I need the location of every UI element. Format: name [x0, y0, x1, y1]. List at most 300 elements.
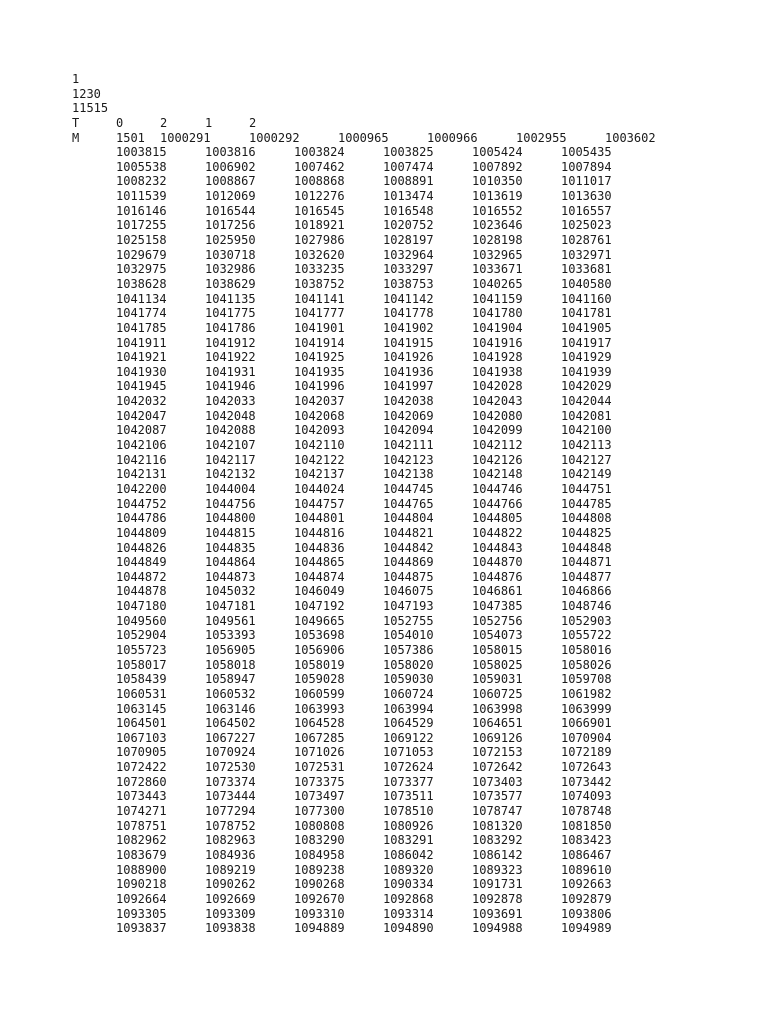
table-row — [72, 863, 712, 878]
table-cell: 1083291 — [383, 833, 434, 848]
table-cell: 1058026 — [561, 657, 612, 672]
table-row — [72, 687, 712, 702]
table-cell: 1045032 — [205, 584, 256, 599]
table-cell: 1047192 — [294, 599, 345, 614]
table-cell: 1042069 — [383, 408, 434, 423]
table-cell: 1082962 — [116, 833, 167, 848]
table-cell: 1072624 — [383, 760, 434, 775]
table-cell: 1072153 — [472, 745, 523, 760]
table-cell: 1089219 — [205, 862, 256, 877]
table-cell: 1090334 — [383, 877, 434, 892]
table-cell: 1044004 — [205, 481, 256, 496]
table-cell: 1059708 — [561, 672, 612, 687]
table-row — [72, 570, 712, 585]
table-cell: 1093309 — [205, 906, 256, 921]
table-cell: 1041159 — [472, 291, 523, 306]
table-cell: 1084936 — [205, 847, 256, 862]
table-row — [72, 599, 712, 614]
table-cell: 1016544 — [205, 203, 256, 218]
table-cell: 1093314 — [383, 906, 434, 921]
table-cell: 1003825 — [383, 145, 434, 160]
table-cell: 1044849 — [116, 555, 167, 570]
table-cell: 1063146 — [205, 701, 256, 716]
table-row — [72, 731, 712, 746]
table-cell: 1044821 — [383, 525, 434, 540]
table-row — [72, 174, 712, 189]
table-cell: 1016548 — [383, 203, 434, 218]
table-cell: 1092669 — [205, 891, 256, 906]
table-cell: 1041902 — [383, 320, 434, 335]
table-cell: 1025158 — [116, 233, 167, 248]
table-cell: 1067103 — [116, 730, 167, 745]
table-cell: 1041931 — [205, 364, 256, 379]
table-row — [72, 511, 712, 526]
header-line-3: 11515 — [72, 101, 109, 116]
table-cell: 1073444 — [205, 789, 256, 804]
table-cell: 1008891 — [383, 174, 434, 189]
table-cell: 1011017 — [561, 174, 612, 189]
table-cell: 1057386 — [383, 642, 434, 657]
table-cell: 1086467 — [561, 847, 612, 862]
table-cell: 1017256 — [205, 218, 256, 233]
table-cell: 1089238 — [294, 862, 345, 877]
table-cell: 1047193 — [383, 599, 434, 614]
table-cell: 1042094 — [383, 423, 434, 438]
table-cell: 1041774 — [116, 306, 167, 321]
table-cell: 1041926 — [383, 350, 434, 365]
table-cell: 1003824 — [294, 145, 345, 160]
table-cell: 1041914 — [294, 335, 345, 350]
m-row-value: 1501 — [116, 130, 145, 145]
table-cell: 1049560 — [116, 613, 167, 628]
table-cell: 1044765 — [383, 496, 434, 511]
table-cell: 1058025 — [472, 657, 523, 672]
table-row — [72, 409, 712, 424]
document-page — [72, 72, 712, 936]
table-cell: 1044843 — [472, 540, 523, 555]
table-cell: 1044876 — [472, 569, 523, 584]
table-row — [72, 306, 712, 321]
table-cell: 1078752 — [205, 818, 256, 833]
table-cell: 1063998 — [472, 701, 523, 716]
table-row — [72, 877, 712, 892]
table-row — [72, 760, 712, 775]
table-row — [72, 848, 712, 863]
t-row-value: 0 — [116, 115, 124, 130]
table-cell: 1094989 — [561, 921, 612, 936]
table-cell: 1063999 — [561, 701, 612, 716]
table-row — [72, 350, 712, 365]
table-cell: 1082963 — [205, 833, 256, 848]
table-cell: 1011539 — [116, 189, 167, 204]
table-cell: 1041916 — [472, 335, 523, 350]
table-cell: 1042028 — [472, 379, 523, 394]
table-cell: 1044835 — [205, 540, 256, 555]
table-cell: 1072531 — [294, 760, 345, 775]
table-row — [72, 189, 712, 204]
table-cell: 1083290 — [294, 833, 345, 848]
table-cell: 1052756 — [472, 613, 523, 628]
table-cell: 1060724 — [383, 686, 434, 701]
table-cell: 1059030 — [383, 672, 434, 687]
table-cell: 1094889 — [294, 921, 345, 936]
table-cell: 1073497 — [294, 789, 345, 804]
table-cell: 1083679 — [116, 847, 167, 862]
table-row — [72, 921, 712, 936]
table-cell: 1041938 — [472, 364, 523, 379]
table-cell: 1059028 — [294, 672, 345, 687]
table-cell: 1016545 — [294, 203, 345, 218]
table-cell: 1077300 — [294, 804, 345, 819]
table-cell: 1041936 — [383, 364, 434, 379]
table-cell: 1013474 — [383, 189, 434, 204]
table-cell: 1042100 — [561, 423, 612, 438]
m-row-value: 1000966 — [427, 130, 478, 145]
table-cell: 1044786 — [116, 511, 167, 526]
table-cell: 1017255 — [116, 218, 167, 233]
table-cell: 1041780 — [472, 306, 523, 321]
table-row — [72, 467, 712, 482]
table-cell: 1072189 — [561, 745, 612, 760]
table-cell: 1038752 — [294, 276, 345, 291]
table-cell: 1041922 — [205, 350, 256, 365]
table-cell: 1044864 — [205, 555, 256, 570]
table-cell: 1042081 — [561, 408, 612, 423]
table-cell: 1042123 — [383, 452, 434, 467]
table-cell: 1008232 — [116, 174, 167, 189]
table-row — [72, 789, 712, 804]
table-cell: 1044865 — [294, 555, 345, 570]
table-row — [72, 658, 712, 673]
table-row — [72, 819, 712, 834]
table-cell: 1044836 — [294, 540, 345, 555]
table-cell: 1072642 — [472, 760, 523, 775]
table-cell: 1064501 — [116, 716, 167, 731]
table-cell: 1041785 — [116, 320, 167, 335]
table-cell: 1042099 — [472, 423, 523, 438]
table-row — [72, 541, 712, 556]
table-cell: 1018921 — [294, 218, 345, 233]
table-cell: 1074093 — [561, 789, 612, 804]
table-cell: 1007892 — [472, 159, 523, 174]
table-cell: 1058017 — [116, 657, 167, 672]
m-row-value: 1003602 — [605, 130, 656, 145]
table-cell: 1067227 — [205, 730, 256, 745]
table-cell: 1080808 — [294, 818, 345, 833]
table-cell: 1072860 — [116, 774, 167, 789]
table-cell: 1093837 — [116, 921, 167, 936]
table-cell: 1042037 — [294, 394, 345, 409]
table-cell: 1093838 — [205, 921, 256, 936]
table-cell: 1063145 — [116, 701, 167, 716]
table-cell: 1064528 — [294, 716, 345, 731]
table-cell: 1042112 — [472, 438, 523, 453]
table-cell: 1044875 — [383, 569, 434, 584]
table-cell: 1060532 — [205, 686, 256, 701]
table-cell: 1092663 — [561, 877, 612, 892]
table-cell: 1044804 — [383, 511, 434, 526]
table-cell: 1044800 — [205, 511, 256, 526]
table-cell: 1044808 — [561, 511, 612, 526]
table-cell: 1044878 — [116, 584, 167, 599]
table-cell: 1073375 — [294, 774, 345, 789]
table-cell: 1041929 — [561, 350, 612, 365]
table-cell: 1078510 — [383, 804, 434, 819]
table-cell: 1042138 — [383, 467, 434, 482]
table-cell: 1042149 — [561, 467, 612, 482]
table-cell: 1056906 — [294, 642, 345, 657]
table-cell: 1044872 — [116, 569, 167, 584]
table-cell: 1030718 — [205, 247, 256, 262]
table-cell: 1080926 — [383, 818, 434, 833]
table-cell: 1058947 — [205, 672, 256, 687]
table-row — [72, 423, 712, 438]
table-cell: 1042044 — [561, 394, 612, 409]
table-cell: 1016146 — [116, 203, 167, 218]
table-row — [72, 482, 712, 497]
table-cell: 1053393 — [205, 628, 256, 643]
table-cell: 1042126 — [472, 452, 523, 467]
table-cell: 1041911 — [116, 335, 167, 350]
table-cell: 1072422 — [116, 760, 167, 775]
table-cell: 1044873 — [205, 569, 256, 584]
table-cell: 1016552 — [472, 203, 523, 218]
table-cell: 1086042 — [383, 847, 434, 862]
table-cell: 1013619 — [472, 189, 523, 204]
table-cell: 1093305 — [116, 906, 167, 921]
table-cell: 1012276 — [294, 189, 345, 204]
table-cell: 1052755 — [383, 613, 434, 628]
table-cell: 1044766 — [472, 496, 523, 511]
table-row — [72, 745, 712, 760]
table-cell: 1073442 — [561, 774, 612, 789]
table-cell: 1077294 — [205, 804, 256, 819]
table-cell: 1028197 — [383, 233, 434, 248]
table-cell: 1073577 — [472, 789, 523, 804]
table-row — [72, 218, 712, 233]
table-cell: 1046075 — [383, 584, 434, 599]
table-row — [72, 394, 712, 409]
table-cell: 1086142 — [472, 847, 523, 862]
table-cell: 1090262 — [205, 877, 256, 892]
table-cell: 1041775 — [205, 306, 256, 321]
table-cell: 1071053 — [383, 745, 434, 760]
table-cell: 1089610 — [561, 862, 612, 877]
table-cell: 1028198 — [472, 233, 523, 248]
table-cell: 1094890 — [383, 921, 434, 936]
table-cell: 1033671 — [472, 262, 523, 277]
table-cell: 1041901 — [294, 320, 345, 335]
table-cell: 1044751 — [561, 481, 612, 496]
t-row — [72, 116, 712, 131]
table-cell: 1025023 — [561, 218, 612, 233]
table-cell: 1042117 — [205, 452, 256, 467]
table-cell: 1038629 — [205, 276, 256, 291]
table-row — [72, 204, 712, 219]
table-cell: 1041996 — [294, 379, 345, 394]
table-cell: 1067285 — [294, 730, 345, 745]
table-cell: 1058015 — [472, 642, 523, 657]
table-cell: 1064529 — [383, 716, 434, 731]
table-cell: 1064651 — [472, 716, 523, 731]
table-cell: 1073374 — [205, 774, 256, 789]
table-row — [72, 262, 712, 277]
table-cell: 1078751 — [116, 818, 167, 833]
table-cell: 1041939 — [561, 364, 612, 379]
table-row — [72, 892, 712, 907]
table-cell: 1044842 — [383, 540, 434, 555]
table-cell: 1073443 — [116, 789, 167, 804]
table-cell: 1046049 — [294, 584, 345, 599]
table-cell: 1092664 — [116, 891, 167, 906]
table-cell: 1042200 — [116, 481, 167, 496]
table-cell: 1044869 — [383, 555, 434, 570]
id-list — [72, 145, 712, 936]
table-cell: 1055722 — [561, 628, 612, 643]
table-cell: 1044815 — [205, 525, 256, 540]
table-row — [72, 775, 712, 790]
table-row — [72, 365, 712, 380]
table-cell: 1041142 — [383, 291, 434, 306]
header-line-1: 1 — [72, 72, 80, 86]
t-row-label: T — [72, 115, 80, 130]
table-cell: 1089320 — [383, 862, 434, 877]
table-cell: 1073511 — [383, 789, 434, 804]
table-cell: 1042127 — [561, 452, 612, 467]
table-cell: 1092670 — [294, 891, 345, 906]
table-cell: 1058016 — [561, 642, 612, 657]
table-cell: 1061982 — [561, 686, 612, 701]
table-row — [72, 248, 712, 263]
table-cell: 1058439 — [116, 672, 167, 687]
table-cell: 1042088 — [205, 423, 256, 438]
table-cell: 1013630 — [561, 189, 612, 204]
table-cell: 1091731 — [472, 877, 523, 892]
table-cell: 1042033 — [205, 394, 256, 409]
m-row-value: 1000292 — [249, 130, 300, 145]
table-cell: 1041912 — [205, 335, 256, 350]
table-cell: 1072643 — [561, 760, 612, 775]
table-cell: 1016557 — [561, 203, 612, 218]
table-cell: 1032986 — [205, 262, 256, 277]
table-cell: 1042038 — [383, 394, 434, 409]
table-cell: 1078747 — [472, 804, 523, 819]
table-row — [72, 672, 712, 687]
table-cell: 1060599 — [294, 686, 345, 701]
table-cell: 1063993 — [294, 701, 345, 716]
table-cell: 1092868 — [383, 891, 434, 906]
table-cell: 1044816 — [294, 525, 345, 540]
table-cell: 1042122 — [294, 452, 345, 467]
table-cell: 1041915 — [383, 335, 434, 350]
table-cell: 1008867 — [205, 174, 256, 189]
table-cell: 1093310 — [294, 906, 345, 921]
table-cell: 1047181 — [205, 599, 256, 614]
table-cell: 1084958 — [294, 847, 345, 862]
table-cell: 1041946 — [205, 379, 256, 394]
table-cell: 1060531 — [116, 686, 167, 701]
table-cell: 1044826 — [116, 540, 167, 555]
table-cell: 1056905 — [205, 642, 256, 657]
table-cell: 1044877 — [561, 569, 612, 584]
table-cell: 1041141 — [294, 291, 345, 306]
table-row — [72, 614, 712, 629]
table-row — [72, 702, 712, 717]
table-cell: 1044825 — [561, 525, 612, 540]
table-cell: 1044874 — [294, 569, 345, 584]
table-cell: 1066901 — [561, 716, 612, 731]
table-cell: 1006902 — [205, 159, 256, 174]
table-cell: 1041928 — [472, 350, 523, 365]
table-cell: 1053698 — [294, 628, 345, 643]
table-cell: 1042110 — [294, 438, 345, 453]
table-row — [72, 277, 712, 292]
table-cell: 1041135 — [205, 291, 256, 306]
table-cell: 1042048 — [205, 408, 256, 423]
table-cell: 1044870 — [472, 555, 523, 570]
table-row — [72, 379, 712, 394]
table-cell: 1042137 — [294, 467, 345, 482]
table-cell: 1054073 — [472, 628, 523, 643]
table-cell: 1040265 — [472, 276, 523, 291]
table-cell: 1081320 — [472, 818, 523, 833]
table-cell: 1044757 — [294, 496, 345, 511]
table-cell: 1007462 — [294, 159, 345, 174]
table-cell: 1042047 — [116, 408, 167, 423]
table-cell: 1040580 — [561, 276, 612, 291]
table-cell: 1044848 — [561, 540, 612, 555]
table-cell: 1042107 — [205, 438, 256, 453]
table-cell: 1083423 — [561, 833, 612, 848]
table-cell: 1033681 — [561, 262, 612, 277]
m-row-value: 1000965 — [338, 130, 389, 145]
table-cell: 1028761 — [561, 233, 612, 248]
table-cell: 1089323 — [472, 862, 523, 877]
table-cell: 1078748 — [561, 804, 612, 819]
table-cell: 1044871 — [561, 555, 612, 570]
table-cell: 1093806 — [561, 906, 612, 921]
table-cell: 1047180 — [116, 599, 167, 614]
table-cell: 1044801 — [294, 511, 345, 526]
table-row — [72, 145, 712, 160]
table-cell: 1005424 — [472, 145, 523, 160]
table-cell: 1072530 — [205, 760, 256, 775]
table-cell: 1073403 — [472, 774, 523, 789]
table-cell: 1090218 — [116, 877, 167, 892]
table-row — [72, 643, 712, 658]
table-cell: 1005538 — [116, 159, 167, 174]
table-cell: 1041134 — [116, 291, 167, 306]
table-row — [72, 804, 712, 819]
table-cell: 1069126 — [472, 730, 523, 745]
table-cell: 1092879 — [561, 891, 612, 906]
table-cell: 1044809 — [116, 525, 167, 540]
table-cell: 1042113 — [561, 438, 612, 453]
table-cell: 1041904 — [472, 320, 523, 335]
table-cell: 1070904 — [561, 730, 612, 745]
table-cell: 1007474 — [383, 159, 434, 174]
table-row — [72, 453, 712, 468]
table-cell: 1038628 — [116, 276, 167, 291]
table-cell: 1032965 — [472, 247, 523, 262]
table-cell: 1041778 — [383, 306, 434, 321]
table-cell: 1074271 — [116, 804, 167, 819]
table-cell: 1012069 — [205, 189, 256, 204]
table-cell: 1027986 — [294, 233, 345, 248]
table-cell: 1044024 — [294, 481, 345, 496]
table-cell: 1032975 — [116, 262, 167, 277]
table-cell: 1070924 — [205, 745, 256, 760]
